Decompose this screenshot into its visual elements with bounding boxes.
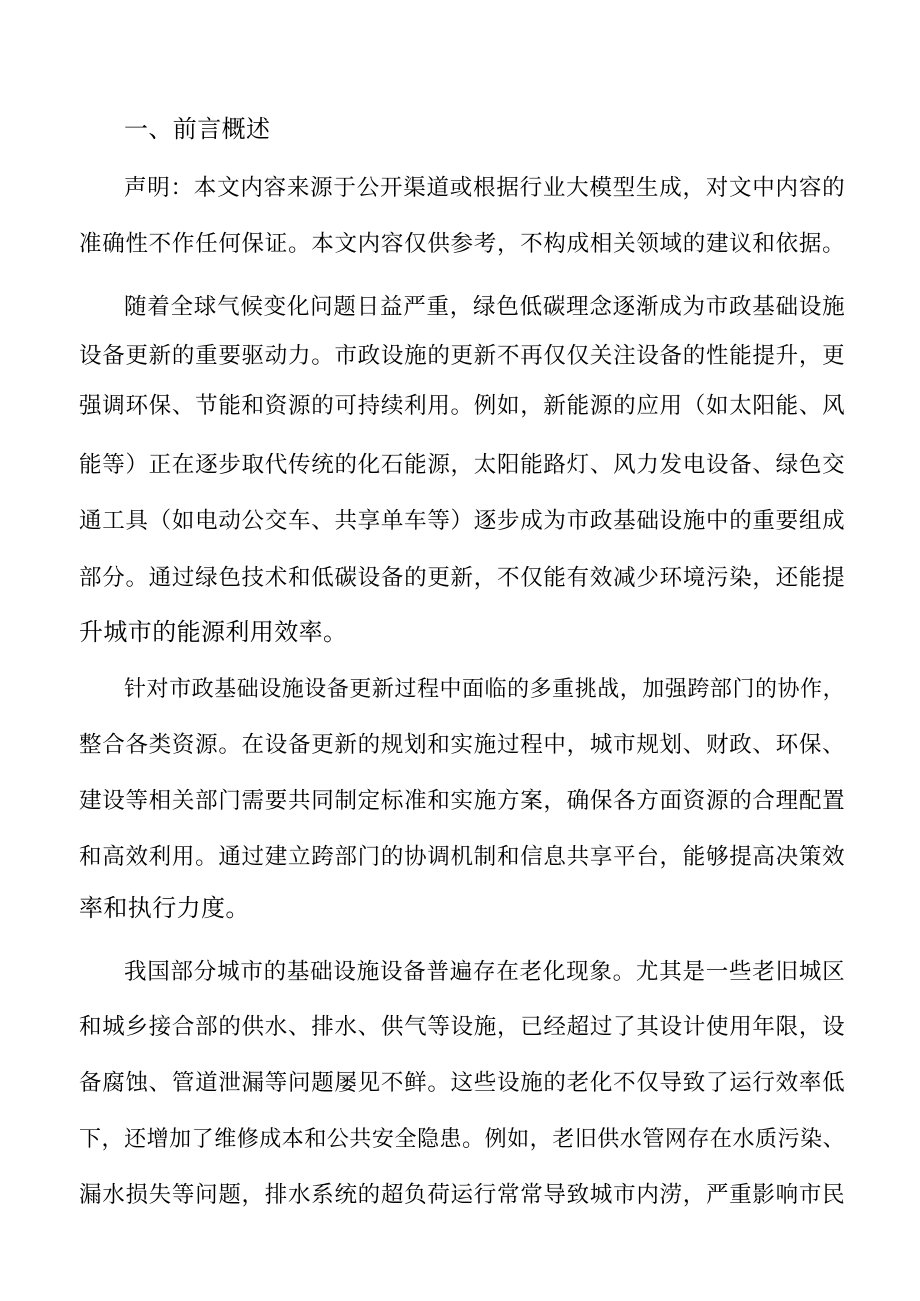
paragraph-line: 准确性不作任何保证。本文内容仅供参考，不构成相关领域的建议和依据。 (79, 231, 845, 257)
paragraph-line: 备腐蚀、管道泄漏等问题屡见不鲜。这些设施的老化不仅导致了运行效率低 (79, 1070, 845, 1096)
paragraph-line: 率和执行力度。 (79, 894, 250, 922)
paragraph-line: 设备更新的重要驱动力。市政设施的更新不再仅仅关注设备的性能提升，更 (79, 343, 845, 369)
paragraph-line: 强调环保、节能和资源的可持续利用。例如，新能源的应用（如太阳能、风 (79, 393, 845, 419)
paragraph-line: 声明：本文内容来源于公开渠道或根据行业大模型生成，对文中内容的 (124, 175, 845, 201)
paragraph-line: 和高效利用。通过建立跨部门的协调机制和信息共享平台，能够提高决策效 (79, 844, 845, 870)
paragraph-line: 漏水损失等问题，排水系统的超负荷运行常常导致城市内涝，严重影响市民 (79, 1182, 845, 1208)
paragraph-line: 和城乡接合部的供水、排水、供气等设施，已经超过了其设计使用年限，设 (79, 1014, 845, 1040)
paragraph-line: 我国部分城市的基础设施设备普遍存在老化现象。尤其是一些老旧城区 (124, 959, 845, 985)
paragraph-line: 通工具（如电动公交车、共享单车等）逐步成为市政基础设施中的重要组成 (79, 508, 845, 534)
paragraph-line: 能等）正在逐步取代传统的化石能源，太阳能路灯、风力发电设备、绿色交 (79, 452, 845, 478)
paragraph-line: 整合各类资源。在设备更新的规划和实施过程中，城市规划、财政、环保、 (79, 732, 845, 758)
paragraph-line: 建设等相关部门需要共同制定标准和实施方案，确保各方面资源的合理配置 (79, 788, 845, 814)
paragraph-line: 下，还增加了维修成本和公共安全隐患。例如，老旧供水管网存在水质污染、 (79, 1127, 845, 1152)
paragraph-line: 随着全球气候变化问题日益严重，绿色低碳理念逐渐成为市政基础设施 (124, 294, 845, 320)
paragraph-line: 部分。通过绿色技术和低碳设备的更新，不仅能有效减少环境污染，还能提 (79, 565, 845, 591)
paragraph-line: 针对市政基础设施设备更新过程中面临的多重挑战，加强跨部门的协作， (124, 677, 845, 702)
paragraph-line: 升城市的能源利用效率。 (79, 618, 348, 646)
section-heading: 一、前言概述 (124, 115, 271, 143)
